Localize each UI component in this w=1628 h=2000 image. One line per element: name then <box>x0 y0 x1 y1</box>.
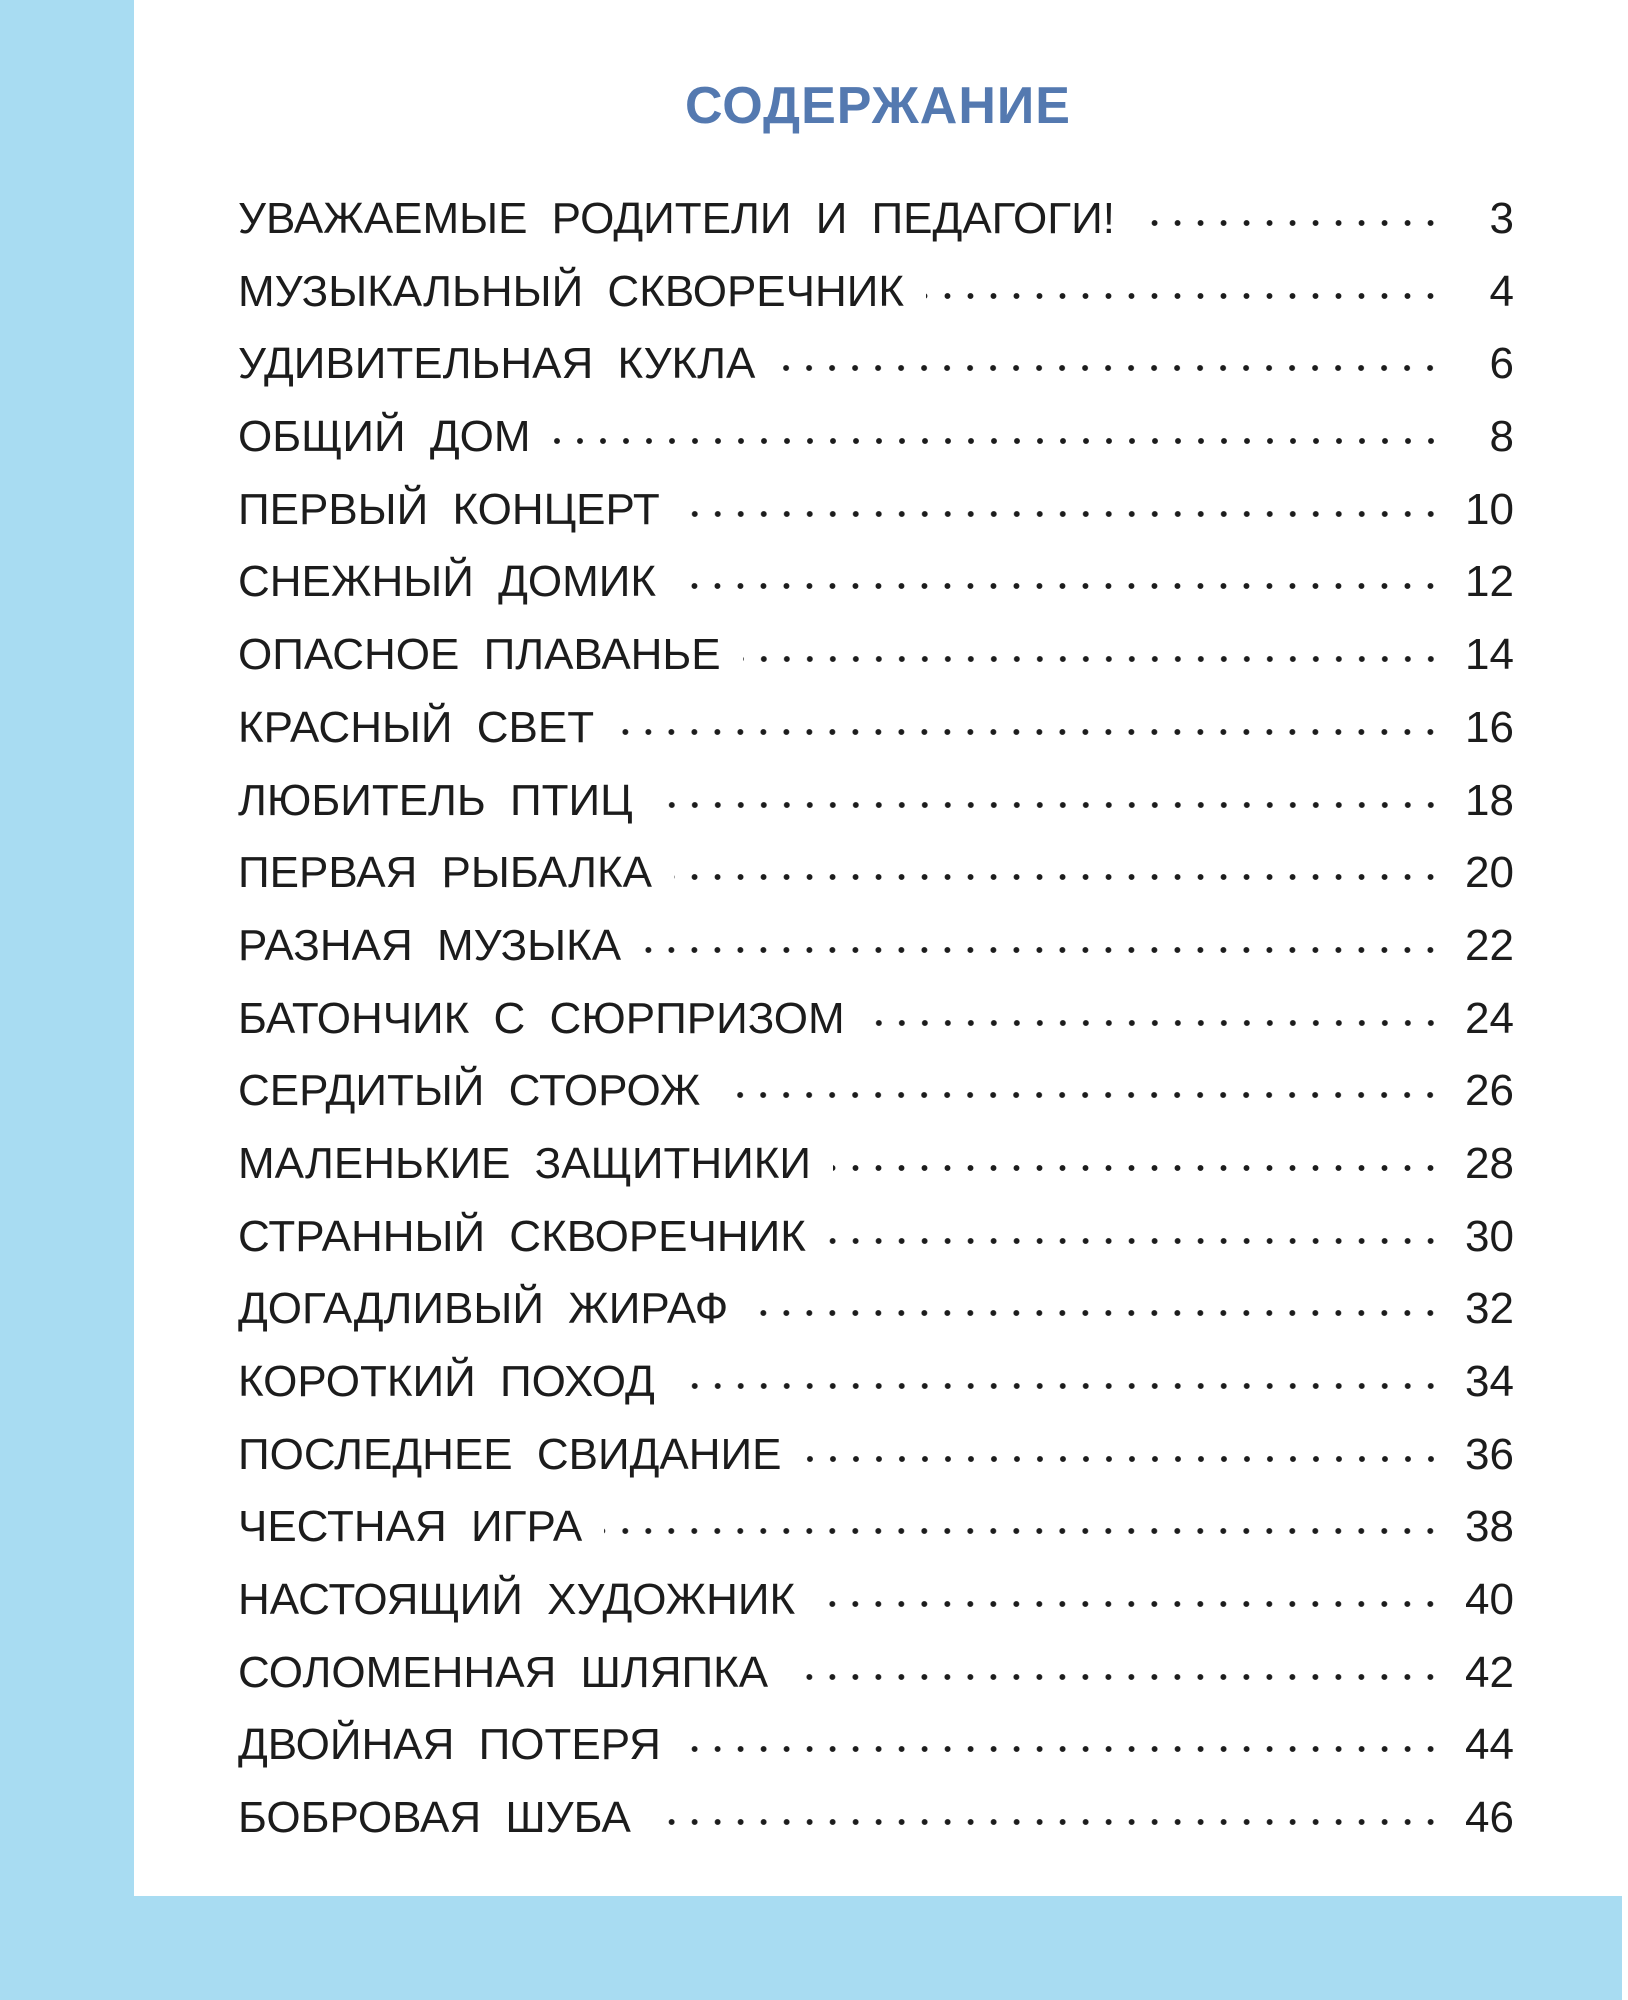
toc-dot-leader <box>674 871 1442 883</box>
toc-entry-page-number: 14 <box>1465 630 1514 680</box>
toc-dot-leader <box>643 944 1442 956</box>
toc-entry-page-number: 46 <box>1465 1793 1514 1843</box>
toc-entry-title: ЧЕСТНАЯ ИГРА <box>238 1502 583 1552</box>
page-title: СОДЕРЖАНИЕ <box>685 77 1071 135</box>
table-of-contents <box>238 183 1514 1855</box>
toc-entry-page-number: 24 <box>1465 993 1514 1043</box>
toc-entry-title: ДОГАДЛИВЫЙ ЖИРАФ <box>238 1284 729 1334</box>
toc-entry-title: МУЗЫКАЛЬНЫЙ СКВОРЕЧНИК <box>238 266 905 316</box>
toc-entry[interactable] <box>238 983 1514 1056</box>
toc-dot-leader <box>777 362 1442 374</box>
toc-entry-title: КОРОТКИЙ ПОХОД <box>238 1357 655 1406</box>
toc-entry[interactable] <box>238 328 1514 401</box>
toc-entry-title: СНЕЖНЫЙ ДОМИК <box>238 557 657 607</box>
toc-entry-page-number: 34 <box>1465 1357 1514 1406</box>
toc-dot-leader <box>683 1743 1442 1755</box>
toc-dot-leader <box>817 1598 1442 1610</box>
toc-entry-title: РАЗНАЯ МУЗЫКА <box>238 920 622 970</box>
toc-dot-leader <box>655 799 1442 811</box>
toc-entry-title: СЕРДИТЫЙ СТОРОЖ <box>238 1066 701 1116</box>
toc-entry-title: МАЛЕНЬКИЕ ЗАЩИТНИКИ <box>238 1138 811 1188</box>
toc-dot-leader <box>682 508 1442 520</box>
toc-entry-page-number: 38 <box>1465 1502 1514 1552</box>
toc-entry-page-number: 12 <box>1465 557 1514 607</box>
toc-entry-title: КРАСНЫЙ СВЕТ <box>238 702 595 752</box>
toc-entry-page-number: 32 <box>1465 1284 1514 1334</box>
toc-dot-leader <box>616 726 1442 738</box>
toc-entry[interactable] <box>238 474 1514 547</box>
toc-dot-leader <box>828 1235 1442 1247</box>
toc-entry-page-number: 8 <box>1489 412 1514 462</box>
toc-dot-leader <box>553 435 1443 447</box>
toc-entry-title: ПОСЛЕДНЕЕ СВИДАНИЕ <box>238 1429 782 1479</box>
toc-entry-page-number: 30 <box>1465 1211 1514 1261</box>
toc-entry[interactable] <box>238 183 1514 256</box>
toc-entry-page-number: 10 <box>1465 484 1514 534</box>
toc-entry[interactable] <box>238 1346 1514 1419</box>
toc-entry[interactable] <box>238 401 1514 474</box>
page-edge-right <box>1622 0 1628 2000</box>
toc-dot-leader <box>804 1453 1442 1465</box>
toc-entry-page-number: 36 <box>1465 1429 1514 1479</box>
toc-entry[interactable] <box>238 546 1514 619</box>
toc-dot-leader <box>867 1017 1442 1029</box>
toc-dot-leader <box>790 1671 1442 1683</box>
toc-entry[interactable] <box>238 1491 1514 1564</box>
toc-entry-title: БАТОНЧИК С СЮРПРИЗОМ <box>238 993 845 1043</box>
toc-entry[interactable] <box>238 837 1514 910</box>
toc-dot-leader <box>1137 217 1442 229</box>
toc-dot-leader <box>677 1380 1442 1392</box>
toc-entry-page-number: 6 <box>1489 339 1514 389</box>
toc-entry-title: НАСТОЯЩИЙ ХУДОЖНИК <box>238 1575 796 1625</box>
toc-entry-title: ПЕРВЫЙ КОНЦЕРТ <box>238 484 660 534</box>
toc-entry-page-number: 28 <box>1465 1138 1514 1188</box>
toc-entry[interactable] <box>238 1709 1514 1782</box>
toc-entry[interactable] <box>238 1637 1514 1710</box>
toc-entry-page-number: 16 <box>1465 702 1514 752</box>
toc-entry-page-number: 3 <box>1489 194 1514 243</box>
toc-entry-page-number: 26 <box>1465 1066 1514 1116</box>
toc-entry-title: УДИВИТЕЛЬНАЯ КУКЛА <box>238 339 756 389</box>
toc-entry[interactable] <box>238 692 1514 765</box>
toc-dot-leader <box>678 580 1442 592</box>
toc-entry-page-number: 20 <box>1465 848 1514 898</box>
toc-entry[interactable] <box>238 256 1514 329</box>
toc-entry-page-number: 22 <box>1465 920 1514 970</box>
page-border-bottom <box>0 1896 1628 2000</box>
toc-entry[interactable] <box>238 910 1514 983</box>
toc-entry[interactable] <box>238 1201 1514 1274</box>
toc-entry-page-number: 4 <box>1489 266 1514 316</box>
toc-entry[interactable] <box>238 1055 1514 1128</box>
toc-entry-title: СОЛОМЕННАЯ ШЛЯПКА <box>238 1647 769 1697</box>
toc-entry-title: ОПАСНОЕ ПЛАВАНЬЕ <box>238 630 721 680</box>
toc-entry[interactable] <box>238 1128 1514 1201</box>
toc-dot-leader <box>750 1307 1442 1319</box>
toc-entry[interactable] <box>238 1273 1514 1346</box>
toc-entry[interactable] <box>238 1419 1514 1492</box>
toc-entry-title: ДВОЙНАЯ ПОТЕРЯ <box>238 1720 661 1770</box>
toc-entry-title: УВАЖАЕМЫЕ РОДИТЕЛИ И ПЕДАГОГИ! <box>238 194 1115 243</box>
toc-entry-page-number: 40 <box>1465 1575 1514 1625</box>
toc-entry-title: ЛЮБИТЕЛЬ ПТИЦ <box>238 775 633 825</box>
toc-entry[interactable] <box>238 619 1514 692</box>
toc-dot-leader <box>743 653 1442 665</box>
toc-dot-leader <box>604 1525 1442 1537</box>
toc-dot-leader <box>653 1816 1442 1828</box>
toc-dot-leader <box>722 1089 1442 1101</box>
toc-entry-title: БОБРОВАЯ ШУБА <box>238 1793 631 1843</box>
toc-entry[interactable] <box>238 1564 1514 1637</box>
toc-entry-title: ОБЩИЙ ДОМ <box>238 412 531 462</box>
toc-entry-title: ПЕРВАЯ РЫБАЛКА <box>238 848 652 898</box>
toc-entry[interactable] <box>238 1782 1514 1855</box>
toc-dot-leader <box>833 1162 1442 1174</box>
toc-entry-page-number: 42 <box>1465 1647 1514 1697</box>
toc-entry-page-number: 44 <box>1465 1720 1514 1770</box>
toc-entry-page-number: 18 <box>1465 775 1514 825</box>
toc-entry-title: СТРАННЫЙ СКВОРЕЧНИК <box>238 1211 806 1261</box>
toc-dot-leader <box>926 290 1442 302</box>
page-border-left <box>0 0 134 2000</box>
toc-entry[interactable] <box>238 765 1514 838</box>
